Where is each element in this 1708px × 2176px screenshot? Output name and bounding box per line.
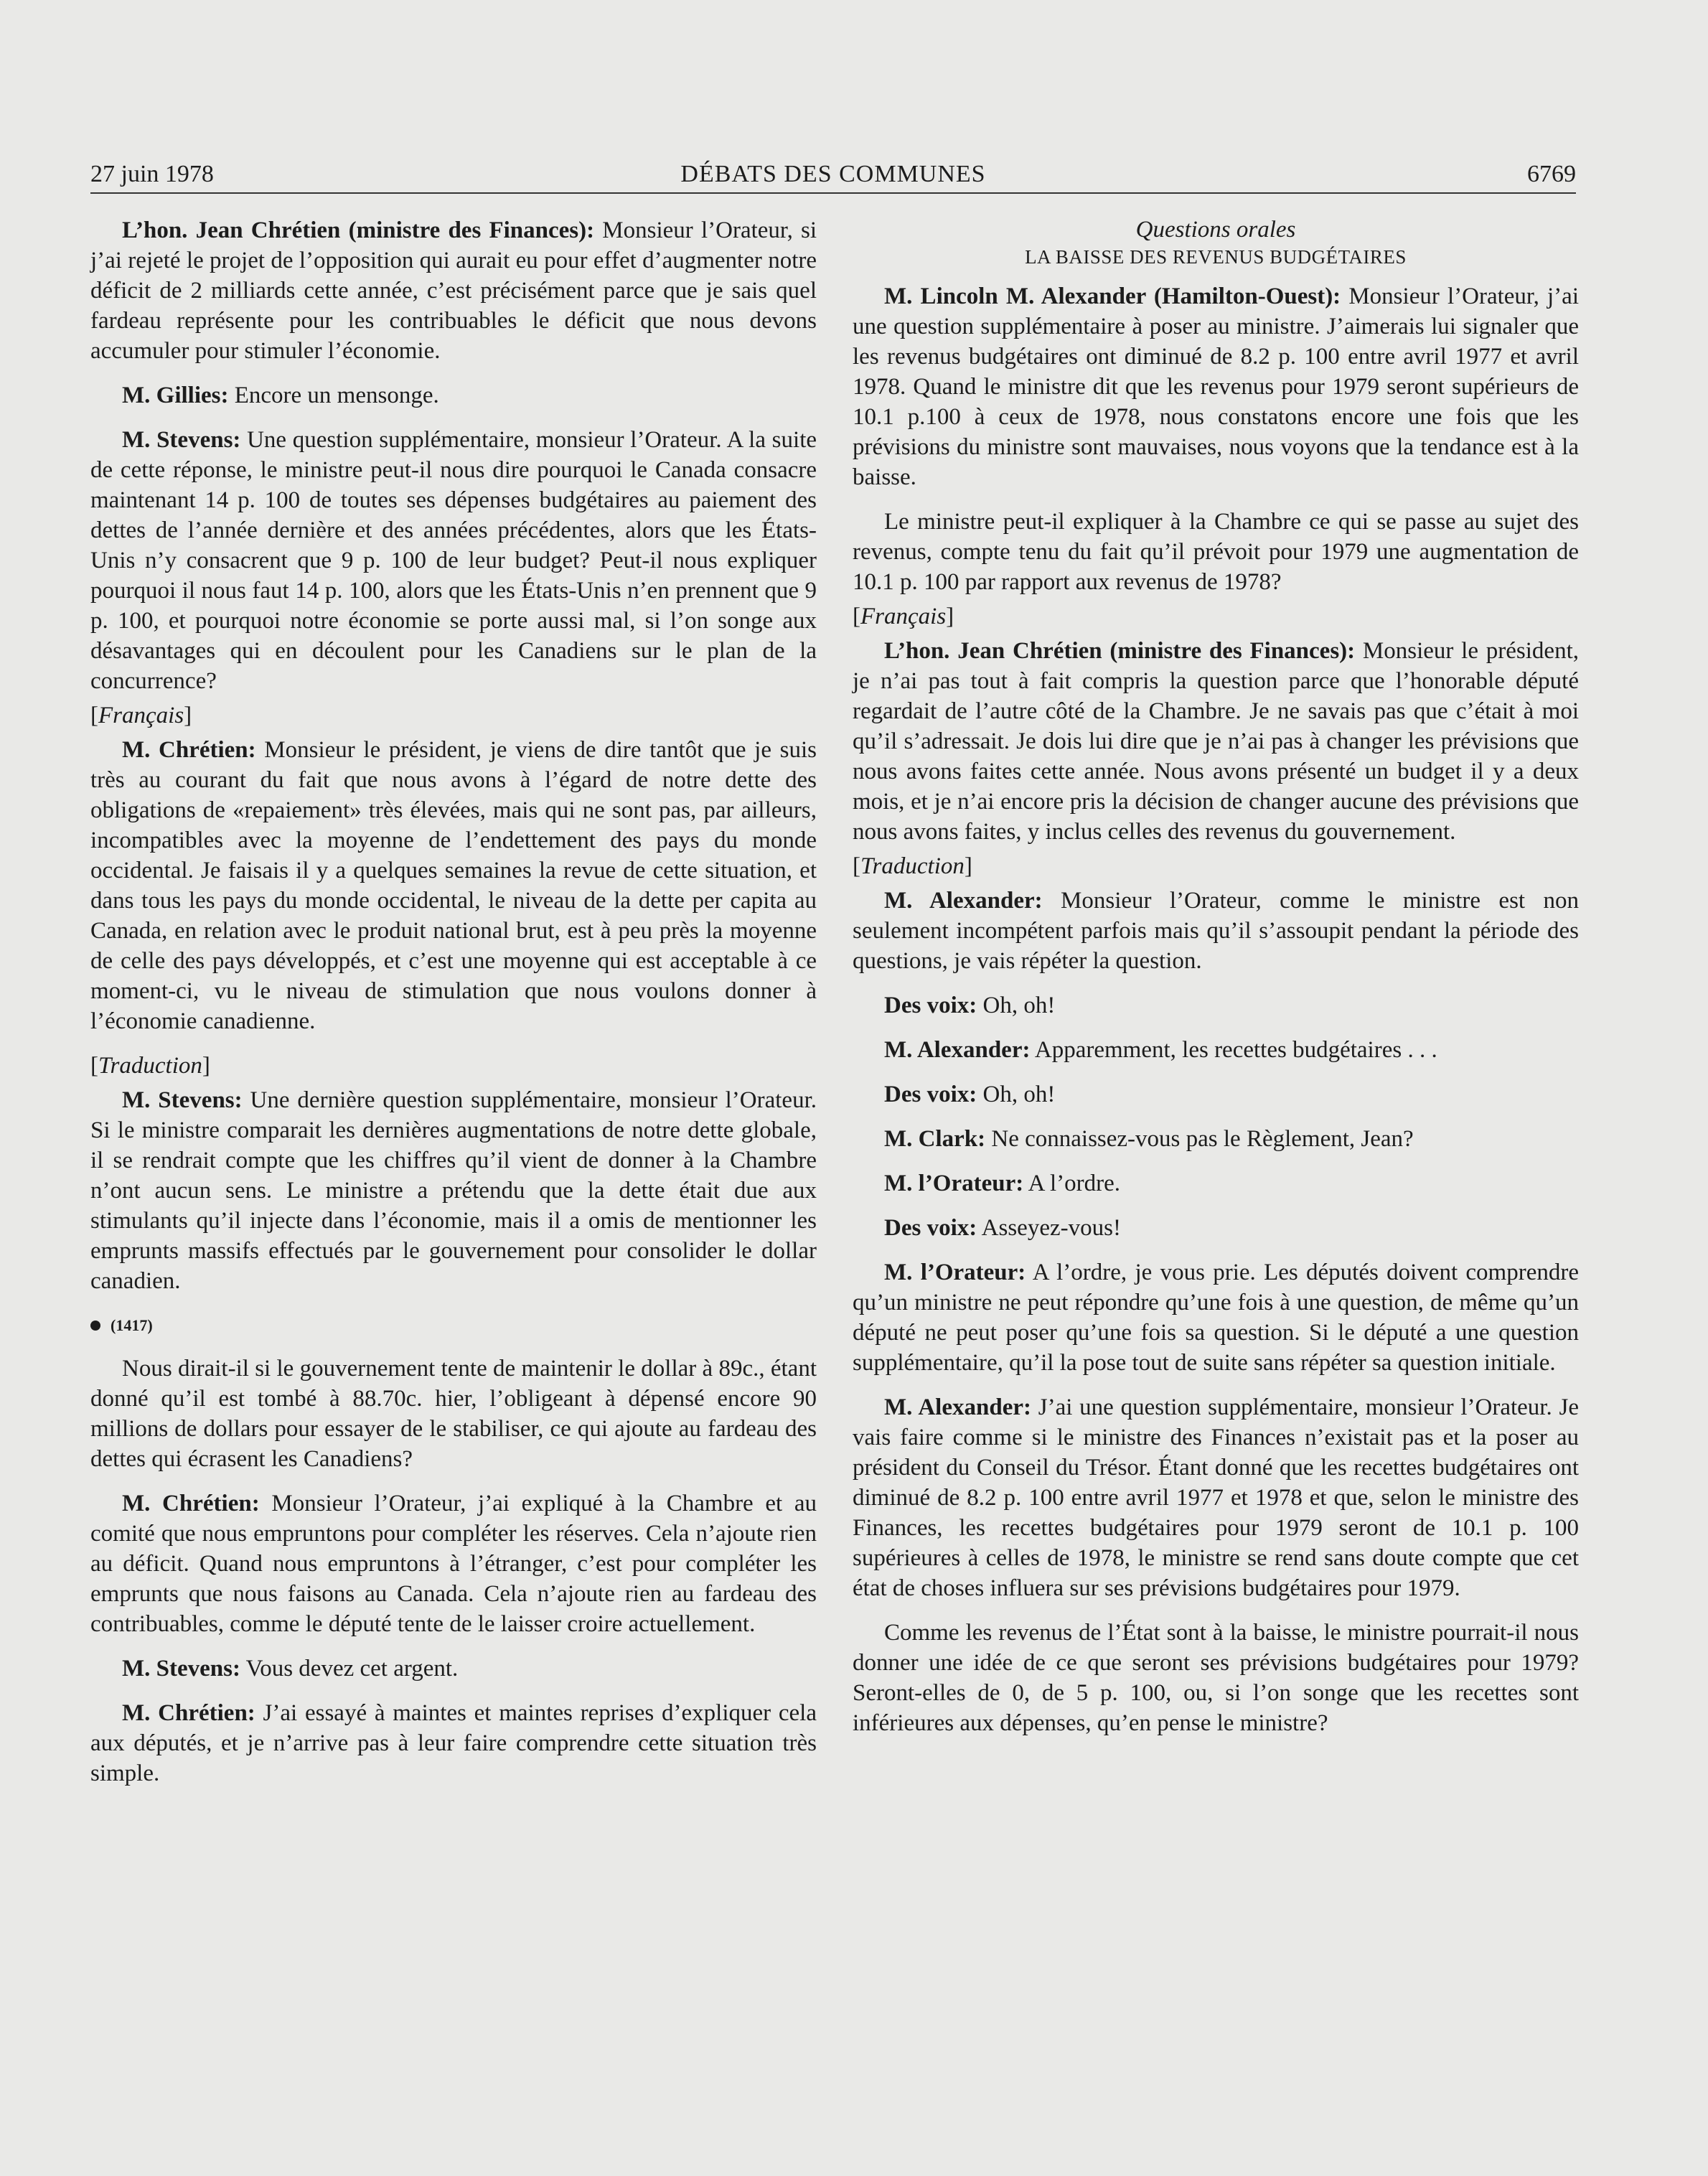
- paragraph: [853, 281, 1579, 492]
- speech-text: Une dernière question supplémentaire, monsieur l’Orateur. Si le ministre comparait les dernières augmentations de notre dette globale, il se rendrait compte que les chiffres qu’il vient de donner à la Chambre n’ont aucun sens. Le ministre a prétendu que la dette était due aux stimulants qu’il injecte dans l’économie, mais il a omis de mentionner les emprunts massifs effectués par le gouvernement pour consolider le dollar canadien.: [90, 1087, 817, 1294]
- bullet-icon: [90, 1321, 100, 1331]
- header-page-number: 6769: [1527, 161, 1576, 187]
- paragraph: [853, 990, 1579, 1021]
- paragraph: [90, 1654, 817, 1684]
- speech-text: Vous devez cet argent.: [240, 1656, 459, 1682]
- language-note: [Traduction]: [90, 1053, 210, 1079]
- speaker-name: L’hon. Jean Chrétien (ministre des Finances):: [884, 638, 1356, 664]
- paragraph: [90, 425, 817, 696]
- speaker-name: M. Chrétien:: [122, 1700, 255, 1726]
- speaker-name: M. Stevens:: [122, 1656, 240, 1682]
- speaker-name: M. Clark:: [884, 1126, 986, 1152]
- speaker-name: M. Gillies:: [122, 383, 229, 408]
- paragraph: [853, 1257, 1579, 1378]
- paragraph: [90, 735, 817, 1036]
- time-marker: [90, 1310, 817, 1341]
- speech-text: Une question supplémentaire, monsieur l’Orateur. A la suite de cette réponse, le ministre peut-il nous dire pourquoi le Canada consacre maintenant 14 p. 100 de toutes ses dépenses budgétaires au paiement des dettes de l’année dernière et des années précédentes, alors que les États-Unis n’y consacrent que 9 p. 100 de leur budget? Peut-il nous expliquer pourquoi il nous faut 14 p. 100, alors que les États-Unis n’en prennent que 9 p. 100, et pourquoi notre économie se porte aussi mal, si l’on songe aux désavantages qui en découlent pour les Canadiens sur le plan de la concurrence?: [90, 427, 817, 694]
- speaker-name: M. l’Orateur:: [884, 1260, 1026, 1285]
- paragraph: [853, 636, 1579, 847]
- paragraph: [853, 1168, 1579, 1199]
- language-label: Traduction: [860, 853, 965, 879]
- speech-text: Monsieur le président, je viens de dire tantôt que je suis très au courant du fait que nous avons à l’égard de notre dette des obligations de «repaiement» très élevées, mais qui ne sont pas, par ailleurs, incompatibles avec la moyenne de l’endettement des pays du monde occidental. Je faisais il y a quelques semaines la revue de cette situation, et dans tous les pays du monde occidental, le niveau de la dette per capita au Canada, en relation avec le produit national brut, est à peu près la moyenne de celle des pays développés, et c’est une moyenne qui est acceptable à ce moment-ci, vu le niveau de stimulation que nous voulons donner à l’économie canadienne.: [90, 737, 817, 1034]
- speech-text: Monsieur l’Orateur, comme le ministre est non seulement incompétent parfois mais qu’il s’assoupit pendant la période des questions, je vais répéter la question.: [853, 888, 1579, 974]
- speech-text: A l’ordre.: [1023, 1171, 1120, 1196]
- paragraph: Le ministre peut-il expliquer à la Chambre ce qui se passe au sujet des revenus, compte tenu du fait qu’il prévoit pour 1979 une augmentation de 10.1 p. 100 par rapport aux revenus de 1978?: [853, 509, 1579, 595]
- paragraph: Nous dirait-il si le gouvernement tente de maintenir le dollar à 89c., étant donné qu’il est tombé à 88.70c. hier, l’obligeant à dépensé encore 90 millions de dollars pour essayer de le stabiliser, ce qui ajoute au fardeau des dettes qui écrasent les Canadiens?: [90, 1356, 817, 1472]
- speaker-name: M. Stevens:: [122, 1087, 243, 1113]
- language-label: Traduction: [98, 1053, 202, 1079]
- header-title: DÉBATS DES COMMUNES: [680, 161, 986, 187]
- paragraph: [90, 1085, 817, 1296]
- right-column: [853, 215, 1579, 1753]
- speaker-name: L’hon. Jean Chrétien (ministre des Finances):: [122, 217, 595, 243]
- speech-text: Monsieur l’Orateur, si j’ai rejeté le projet de l’opposition qui aurait eu pour effet d’augmenter notre déficit de 2 milliards cette année, c’est précisément parce que je sais quel fardeau représente pour les contribuables le déficit que nous devons accumuler pour stimuler l’économie.: [90, 217, 817, 364]
- speech-text: Oh, oh!: [977, 1082, 1056, 1107]
- speech-text: Monsieur l’Orateur, j’ai une question supplémentaire à poser au ministre. J’aimerais lui signaler que les revenus budgétaires ont diminué de 8.2 p. 100 entre avril 1977 et avril 1978. Quand le ministre dit que les revenus pour 1979 seront supérieurs de 10.1 p.100 à ceux de 1978, nous constatons encore une fois que les prévisions du ministre sont mauvaises, nous voyons que la tendance est à la baisse.: [853, 283, 1579, 490]
- speech-text: Monsieur l’Orateur, j’ai expliqué à la Chambre et au comité que nous empruntons pour compléter les réserves. Cela n’ajoute rien au déficit. Quand nous empruntons à l’étranger, c’est pour compléter les emprunts que nous faisons au Canada. Cela n’ajoute rien au fardeau des contribuables, comme le député tente de le laisser croire actuellement.: [90, 1491, 817, 1637]
- speaker-name: M. Alexander:: [884, 1394, 1031, 1420]
- paragraph: [90, 380, 817, 411]
- paragraph: [853, 1079, 1579, 1110]
- speaker-name: Des voix:: [884, 993, 977, 1018]
- speech-text: Monsieur le président, je n’ai pas tout à fait compris la question parce que l’honorable député regardait de l’autre côté de la Chambre. Je ne savais pas que c’était à moi qu’il s’adressait. Je dois lui dire que je n’ai pas à changer les prévisions que nous avons faites cette année. Nous avons présenté un budget il y a deux mois, et je n’ai encore pris la décision de changer aucune des prévisions que nous avons faites, y inclus celles des revenus du gouvernement.: [853, 638, 1579, 845]
- paragraph: [90, 1488, 817, 1639]
- section-title: Questions orales: [1135, 217, 1296, 243]
- language-note: [Traduction]: [853, 853, 972, 879]
- speech-text: J’ai essayé à maintes et maintes reprises d’expliquer cela aux députés, et je n’arrive pas à leur faire comprendre cette situation très simple.: [90, 1700, 817, 1786]
- speaker-name: M. l’Orateur:: [884, 1171, 1024, 1196]
- speaker-name: M. Lincoln M. Alexander (Hamilton-Ouest):: [884, 283, 1341, 309]
- paragraph: [853, 1035, 1579, 1065]
- speech-text: Apparemment, les recettes budgétaires . . .: [1030, 1037, 1437, 1063]
- page-header: [90, 156, 1576, 194]
- paragraph: [90, 215, 817, 366]
- speaker-name: M. Chrétien:: [122, 1491, 260, 1516]
- paragraph: [853, 1124, 1579, 1154]
- speaker-name: M. Stevens:: [122, 427, 241, 453]
- paragraph: Comme les revenus de l’État sont à la baisse, le ministre pourrait-il nous donner une idée de ce que seront ses prévisions budgétaires pour 1979? Seront-elles de 0, de 5 p. 100, ou, si l’on songe que les recettes sont inférieures aux dépenses, qu’en pense le ministre?: [853, 1620, 1579, 1736]
- paragraph: [853, 886, 1579, 976]
- left-column: [90, 215, 817, 1803]
- language-label: Français: [860, 604, 947, 629]
- language-label: Français: [98, 703, 184, 728]
- paragraph: [853, 1392, 1579, 1603]
- paragraph: [90, 1698, 817, 1788]
- speech-text: J’ai une question supplémentaire, monsieur l’Orateur. Je vais faire comme si le ministre des Finances n’existait pas et la poser au président du Conseil du Trésor. Étant donné que les recettes budgétaires ont diminué de 8.2 p. 100 entre avril 1977 et 1978 et que, selon le ministre des Finances, les recettes budgétaires pour 1979 seront de 10.1 p. 100 supérieures à celles de 1978, le ministre se rend sans doute compte que cet état de choses influera sur ses prévisions budgétaires pour 1979.: [853, 1394, 1579, 1601]
- section-subtitle: LA BAISSE DES REVENUS BUDGÉTAIRES: [1025, 246, 1407, 268]
- language-note: [Français]: [90, 703, 192, 728]
- speech-text: Encore un mensonge.: [228, 383, 439, 408]
- speaker-name: Des voix:: [884, 1082, 977, 1107]
- time-marker-label: (1417): [111, 1316, 153, 1334]
- header-date: 27 juin 1978: [90, 161, 214, 187]
- speaker-name: Des voix:: [884, 1215, 977, 1241]
- paragraph: [853, 1213, 1579, 1243]
- speaker-name: M. Chrétien:: [122, 737, 256, 763]
- language-note: [Français]: [853, 604, 954, 629]
- speaker-name: M. Alexander:: [884, 888, 1043, 914]
- speech-text: A l’ordre, je vous prie. Les députés doivent comprendre qu’un ministre ne peut répondre qu’une fois à une question, de même qu’un député ne peut poser qu’une fois sa question. Si le député a une question supplémentaire, qu’il la pose tout de suite sans répéter sa question initiale.: [853, 1260, 1579, 1376]
- speaker-name: M. Alexander:: [884, 1037, 1031, 1063]
- speech-text: Oh, oh!: [977, 993, 1056, 1018]
- speech-text: Ne connaissez-vous pas le Règlement, Jean?: [985, 1126, 1414, 1152]
- speech-text: Asseyez-vous!: [977, 1215, 1121, 1241]
